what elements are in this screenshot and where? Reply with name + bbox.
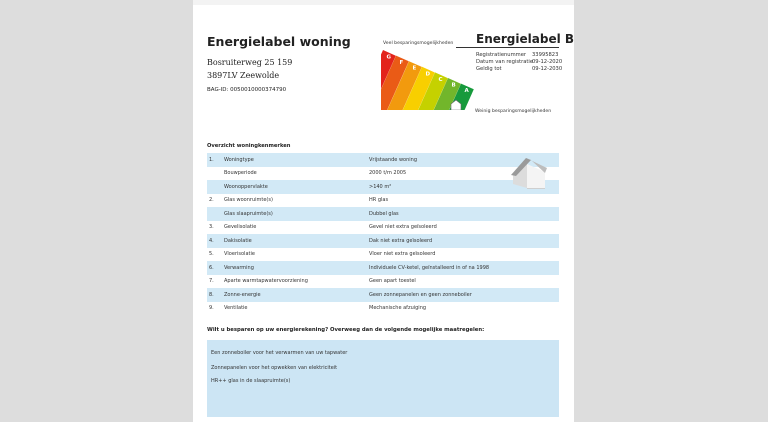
row-value: Gevel niet extra geïsoleerd [369,224,437,231]
scale-top-caption: Veel besparingsmogelijkheden [383,41,454,46]
row-number: 6. [209,264,214,271]
row-value: HR glas [369,197,389,204]
row-label: Zonne-energie [224,291,261,298]
row-value: Vloer niet extra geïsoleerd [369,251,436,258]
measure-item: Zonnepanelen voor het opwekken van elektriciteit [211,365,338,371]
table-row [207,261,559,275]
address-street: Bosruiterweg 25 159 [207,58,293,67]
row-number: 9. [209,305,214,312]
measure-item: HR++ glas in de slaapruimte(s) [211,378,291,384]
page-title: Energielabel woning [207,34,351,49]
reg-key: Datum van registratie [476,59,534,65]
row-value: Mechanische afzuiging [369,305,427,312]
table-row [207,275,559,289]
row-label: Dakisolatie [224,237,252,244]
row-number: 7. [209,278,214,285]
band-letter: F [399,60,404,67]
row-number: 3. [209,224,214,231]
band-letter: G [386,54,392,61]
row-label: Glas woonruimte(s) [224,197,273,204]
row-label: Aparte warmtapwatervoorziening [224,278,308,285]
measure-item: Een zonneboiler voor het verwarmen van uw tapwater [211,350,348,356]
row-label: Glas slaapruimte(s) [224,210,273,217]
row-label: Bouwperiode [224,170,257,177]
measures-question: Wilt u besparen op uw energierekening? Overweeg dan de volgende mogelijke maatregelen: [207,327,485,333]
reg-value: 33995823 [532,52,559,58]
row-label: Woonoppervlakte [224,183,268,190]
table-row [207,248,559,262]
reg-value: 09-12-2030 [532,66,563,72]
table-row [207,221,559,235]
table-row [207,194,559,208]
row-value: 2000 t/m 2005 [369,170,407,177]
row-value: Geen apart toestel [369,278,416,285]
reg-key: Registratienummer [476,52,527,58]
label-document [193,0,574,422]
band-letter: E [412,65,417,72]
row-number: 1. [209,156,214,163]
row-value: Dubbel glas [369,210,399,217]
row-value: Geen zonnepanelen en geen zonneboiler [369,291,472,298]
row-number: 2. [209,197,214,204]
band-letter: A [464,88,469,95]
row-number: 5. [209,251,214,258]
row-number: 4. [209,237,214,244]
energy-label-title: Energielabel B [476,32,575,46]
top-stripe [193,0,574,5]
table-row [207,207,559,221]
band-letter: C [438,76,443,83]
row-label: Woningtype [224,156,254,163]
label-divider [456,47,559,48]
row-label: Gevelisolatie [224,224,257,231]
row-label: Verwarming [224,264,254,271]
reg-value: 09-12-2020 [532,59,563,65]
measures-box [207,340,559,417]
row-value: >140 m² [369,183,392,190]
row-value: Vrijstaande woning [369,156,418,163]
overview-heading: Overzicht woningkenmerken [207,143,291,149]
table-row [207,234,559,248]
house-icon [507,154,551,192]
energy-label-graphic [381,48,491,110]
table-row [207,288,559,302]
band-letter: B [451,82,456,89]
row-label: Ventilatie [224,305,248,312]
row-value: Individuele CV-ketel, geïnstalleerd in of na 1998 [369,264,490,271]
bag-id: BAG-ID: 0050010000374790 [207,87,287,93]
band-letter: D [425,71,431,78]
reg-key: Geldig tot [476,66,502,72]
row-value: Dak niet extra geïsoleerd [369,237,433,244]
row-number: 8. [209,291,214,298]
address-city: 3897LV Zeewolde [207,71,280,80]
scale-bottom-caption: Weinig besparingsmogelijkheden [475,109,552,114]
row-label: Vloerisolatie [224,251,255,258]
table-row [207,302,559,316]
